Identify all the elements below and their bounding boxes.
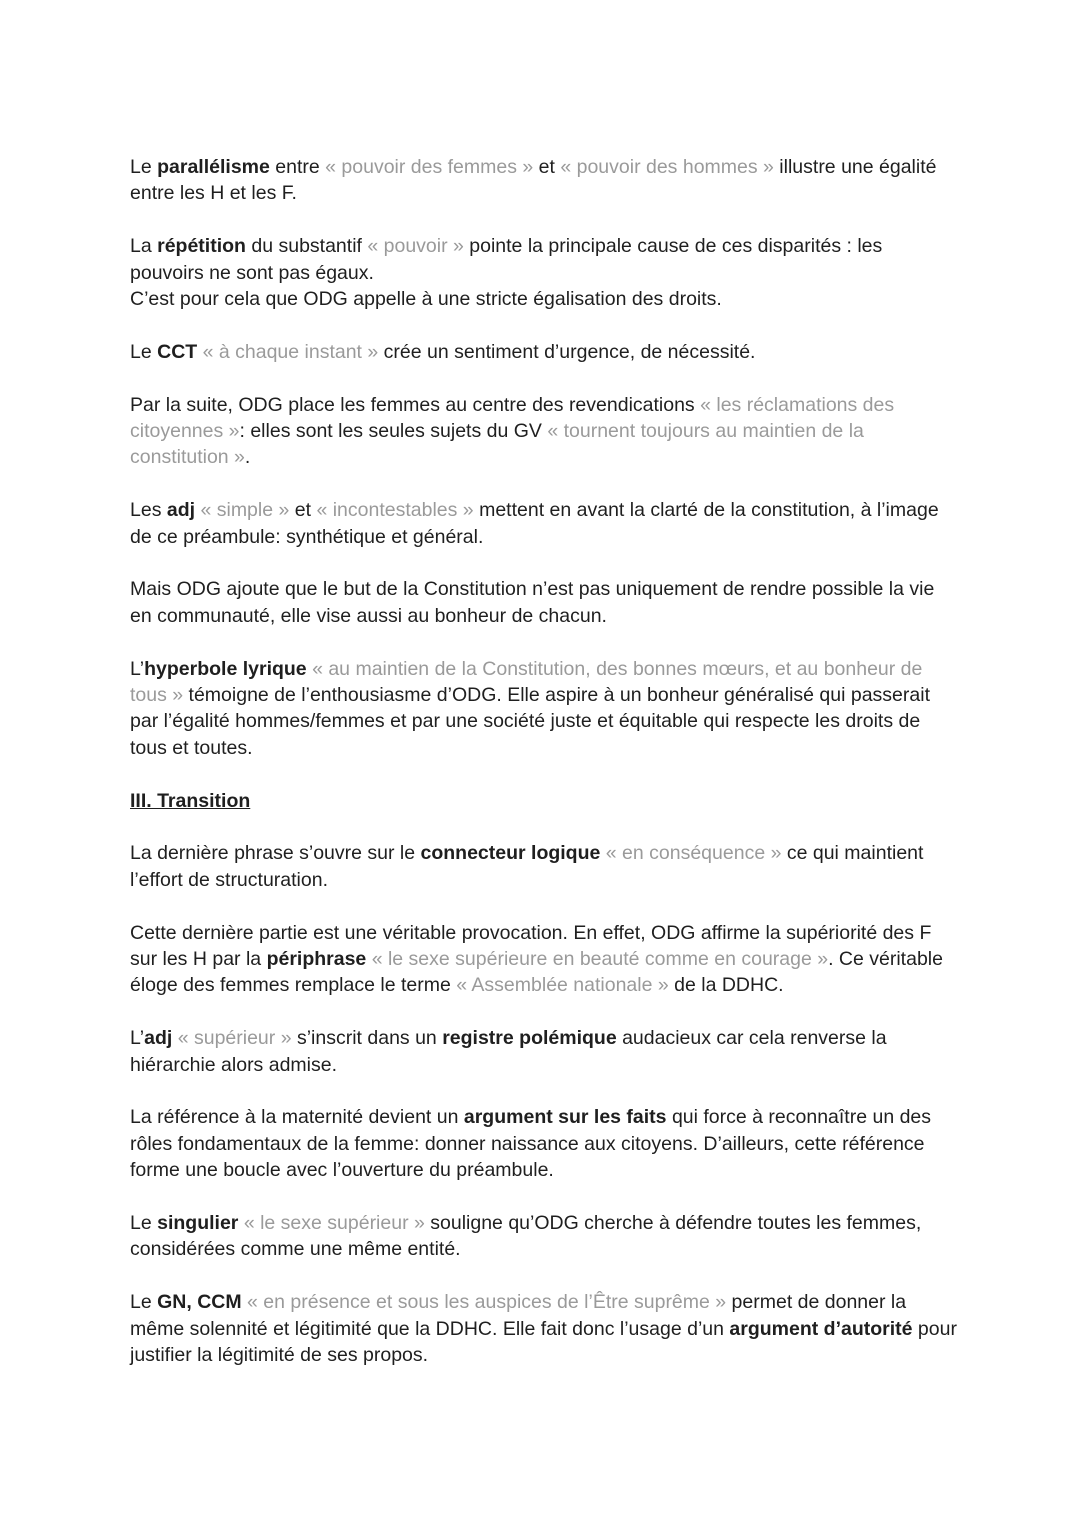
text: du substantif	[245, 235, 368, 258]
quotation: « au maintien de la Constitution, des bonnes mœurs, et au bonheur de tous »	[130, 657, 923, 707]
text: . Ce véritable éloge des femmes remplace le terme	[130, 948, 943, 997]
paragraph-maternite	[130, 1104, 960, 1183]
term-bold: GN, CCM	[157, 1291, 242, 1314]
term-bold: registre polémique	[442, 1027, 617, 1050]
text: Mais ODG ajoute que le but de la Constitution n’est pas uniquement de rendre possible la vie en communauté, elle vise aussi au bonheur de chacun.	[130, 578, 935, 627]
text: de la DDHC.	[668, 974, 784, 997]
text: souligne qu’ODG cherche à défendre toutes les femmes, considérées comme une même entité.	[130, 1212, 922, 1261]
paragraph-adj	[130, 497, 960, 550]
quotation: « les réclamations des citoyennes »	[130, 393, 895, 443]
text: et	[533, 156, 561, 178]
paragraph-hyperbole	[130, 656, 960, 762]
paragraph-autorite	[130, 1289, 960, 1368]
quotation: « pouvoir des femmes »	[325, 156, 534, 178]
text: et	[289, 499, 317, 522]
text: pour justifier la légitimité de ses propos.	[130, 1317, 957, 1367]
paragraph-polemique	[130, 1025, 960, 1078]
quotation: « tournent toujours au maintien de la constitution »	[130, 420, 864, 469]
term-bold: adj	[144, 1027, 173, 1050]
text: C’est pour cela que ODG appelle à une stricte égalisation des droits.	[130, 288, 722, 311]
text: audacieux car cela renverse la hiérarchie alors admise.	[130, 1027, 887, 1076]
text: permet de donner la même solennité et légitimité que la DDHC. Elle fait donc l’usage d’un	[130, 1291, 907, 1340]
text: s’inscrit dans un	[291, 1027, 443, 1050]
text: illustre une égalité entre les H et les F.	[130, 156, 937, 205]
text: La référence à la maternité devient un	[130, 1106, 464, 1129]
text: La	[130, 235, 158, 258]
term-bold: périphrase	[266, 948, 367, 971]
term-bold: argument d’autorité	[729, 1317, 913, 1340]
text: entre	[269, 156, 326, 178]
term-bold: singulier	[157, 1212, 239, 1235]
quotation: « simple »	[200, 499, 290, 522]
quotation: « supérieur »	[177, 1027, 292, 1050]
text: qui force à reconnaître un des rôles fondamentaux de la femme: donner naissance aux citoyens. D’ailleurs, cette référence forme une boucle avec l’ouverture du préambule.	[130, 1106, 932, 1182]
term-bold: répétition	[157, 235, 246, 258]
paragraph-singulier	[130, 1210, 960, 1263]
section-heading-transition: III. Transition	[130, 789, 251, 812]
term-bold: CCT	[157, 340, 198, 363]
text: Le	[130, 1212, 158, 1235]
paragraph-parallelism	[130, 154, 960, 207]
text: ce qui maintient l’effort de structuration.	[130, 842, 924, 891]
text: La dernière phrase s’ouvre sur le	[130, 842, 421, 865]
text: pointe la principale cause de ces disparités : les pouvoirs ne sont pas égaux.	[130, 235, 883, 284]
quotation: « le sexe supérieure en beauté comme en courage »	[371, 948, 829, 971]
text: .	[244, 446, 251, 469]
text: Le	[130, 1291, 158, 1314]
document-page	[130, 154, 960, 1395]
quotation: « incontestables »	[316, 499, 474, 522]
text: Cette dernière partie est une véritable provocation. En effet, ODG affirme la supériorité des F sur les H par la	[130, 921, 932, 971]
text: crée un sentiment d’urgence, de nécessité.	[378, 340, 756, 363]
text: mettent en avant la clarté de la constitution, à l’image de ce préambule: synthétique et général.	[130, 499, 939, 548]
text: : elles sont les seules sujets du GV	[239, 420, 548, 443]
paragraph-revendications	[130, 392, 960, 471]
quotation: « en présence et sous les auspices de l’Être suprême »	[247, 1291, 727, 1314]
quotation: « en conséquence »	[605, 842, 782, 865]
text: L’	[130, 1027, 145, 1050]
paragraph-periphrase	[130, 920, 960, 999]
paragraph-constitution-goal	[130, 576, 960, 629]
quotation: « pouvoir »	[367, 235, 464, 258]
paragraph-repetition	[130, 233, 960, 312]
quotation: « le sexe supérieur »	[243, 1212, 425, 1235]
term-bold: hyperbole lyrique	[144, 657, 307, 680]
text: témoigne de l’enthousiasme d’ODG. Elle aspire à un bonheur généralisé qui passerait par l’égalité hommes/femmes et par une société juste et équitable qui respecte les droits de tous et toutes.	[130, 684, 930, 759]
quotation: « à chaque instant »	[202, 340, 379, 363]
term-bold: connecteur logique	[420, 842, 601, 865]
text: Par la suite, ODG place les femmes au centre des revendications	[130, 393, 701, 416]
term-bold: adj	[166, 499, 196, 522]
term-bold: argument sur les faits	[463, 1106, 667, 1129]
quotation: « pouvoir des hommes »	[560, 156, 774, 178]
text: L’	[130, 657, 145, 680]
text: Les	[130, 499, 167, 522]
text: Le	[130, 156, 158, 178]
paragraph-connecteur	[130, 840, 960, 893]
term-bold: parallélisme	[157, 156, 270, 178]
quotation: « Assemblée nationale »	[456, 974, 669, 997]
text: Le	[130, 340, 158, 363]
paragraph-cct	[130, 339, 960, 365]
